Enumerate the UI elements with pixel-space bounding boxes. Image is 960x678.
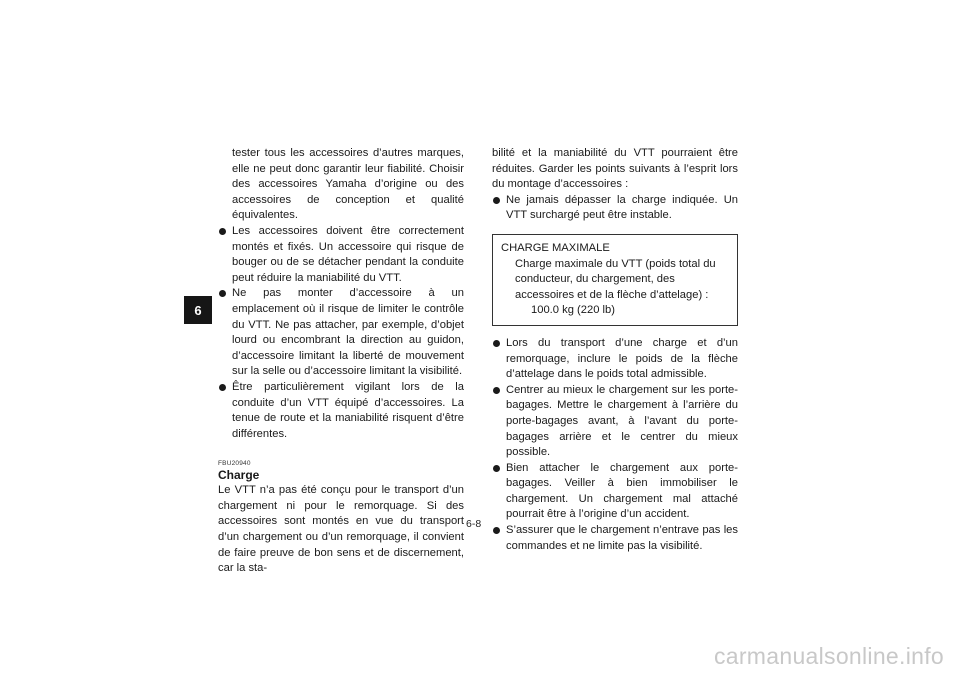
bullet-text: Lors du transport d’une charge et d’un remorquage, inclure le poids de la flèche d’attelage dans le poids total admissible. (506, 336, 738, 381)
watermark-text: carmanualsonline.info (713, 643, 944, 669)
bullet-item (492, 383, 738, 461)
right-column (492, 146, 738, 554)
left-intro-paragraph: tester tous les accessoires d’autres marques, elle ne peut donc garantir leur fiabilité. Choisir des accessoires Yamaha d’origine ou des accessoires de conception et qualité équivalentes. (232, 147, 464, 222)
bullet-dot-icon (493, 340, 500, 347)
bullet-text: Ne jamais dépasser la charge indiquée. Un VTT surchargé peut être instable. (506, 193, 738, 222)
bullet-dot-icon (493, 527, 500, 534)
bullet-dot-icon (219, 384, 226, 391)
bullet-item (218, 224, 464, 286)
bullet-dot-icon (493, 197, 500, 204)
page-number: 6-8 (466, 518, 482, 530)
max-load-description: Charge maximale du VTT (poids total du conducteur, du chargement, des accessoires et de la flèche d’attelage) : (515, 257, 716, 301)
bullet-text: Ne pas monter d’accessoire à un emplacement où il risque de limiter le contrôle du VTT. Ne pas attacher, par exemple, d’objet lourd ou encombrant la direction au guidon, d’accessoire limitant la liberté de mouvement sur la selle ou d’accessoire limitant la visibilité. (232, 287, 464, 378)
bullet-dot-icon (219, 290, 226, 297)
max-load-box (492, 234, 738, 326)
bullet-text: Centrer au mieux le chargement sur les porte-bagages. Mettre le chargement à l’arrière du porte-bagages avant, à l’avant du porte-bagages arrière et le centrer du mieux possible. (506, 383, 738, 459)
max-load-value: 100.0 kg (220 lb) (531, 304, 615, 317)
bullet-text: Être particulièrement vigilant lors de la conduite d’un VTT équipé d’accessoires. La tenue de route et la maniabilité risquent d’être différentes. (232, 380, 464, 440)
bullet-text: Bien attacher le chargement aux porte-bagages. Veiller à bien immobiliser le chargement. Un chargement mal attaché pourrait être à l’origine d’un accident. (506, 461, 738, 521)
section-heading: Charge (218, 468, 260, 483)
chapter-tab: 6 (184, 296, 212, 324)
bullet-dot-icon (493, 465, 500, 472)
bullet-item (492, 193, 738, 224)
bullet-item (492, 336, 738, 383)
section-body-paragraph: Le VTT n’a pas été conçu pour le transport d’un chargement ni pour le remorquage. Si des accessoires sont montés en vue du transport d’un chargement ou d’un remorquage, il convient de faire preuve de bon sens et de discernement, car la sta- (218, 484, 464, 575)
bullet-item (492, 523, 738, 554)
bullet-item (218, 380, 464, 442)
section-code: FBU20940 (218, 460, 251, 468)
bullet-text: Les accessoires doivent être correctement montés et fixés. Un accessoire qui risque de bouger ou de se détacher pendant la conduite peut réduire la maniabilité du VTT. (232, 224, 464, 284)
left-column (218, 146, 464, 577)
right-intro-paragraph: bilité et la maniabilité du VTT pourraient être réduites. Garder les points suivants à l’esprit lors du montage d’accessoires : (492, 147, 738, 191)
bullet-item (492, 461, 738, 523)
bullet-dot-icon (219, 228, 226, 235)
bullet-dot-icon (493, 387, 500, 394)
bullet-item (218, 286, 464, 380)
bullet-text: S’assurer que le chargement n’entrave pas les commandes et ne limite pas la visibilité. (506, 524, 738, 552)
max-load-title: CHARGE MAXIMALE (501, 241, 610, 254)
